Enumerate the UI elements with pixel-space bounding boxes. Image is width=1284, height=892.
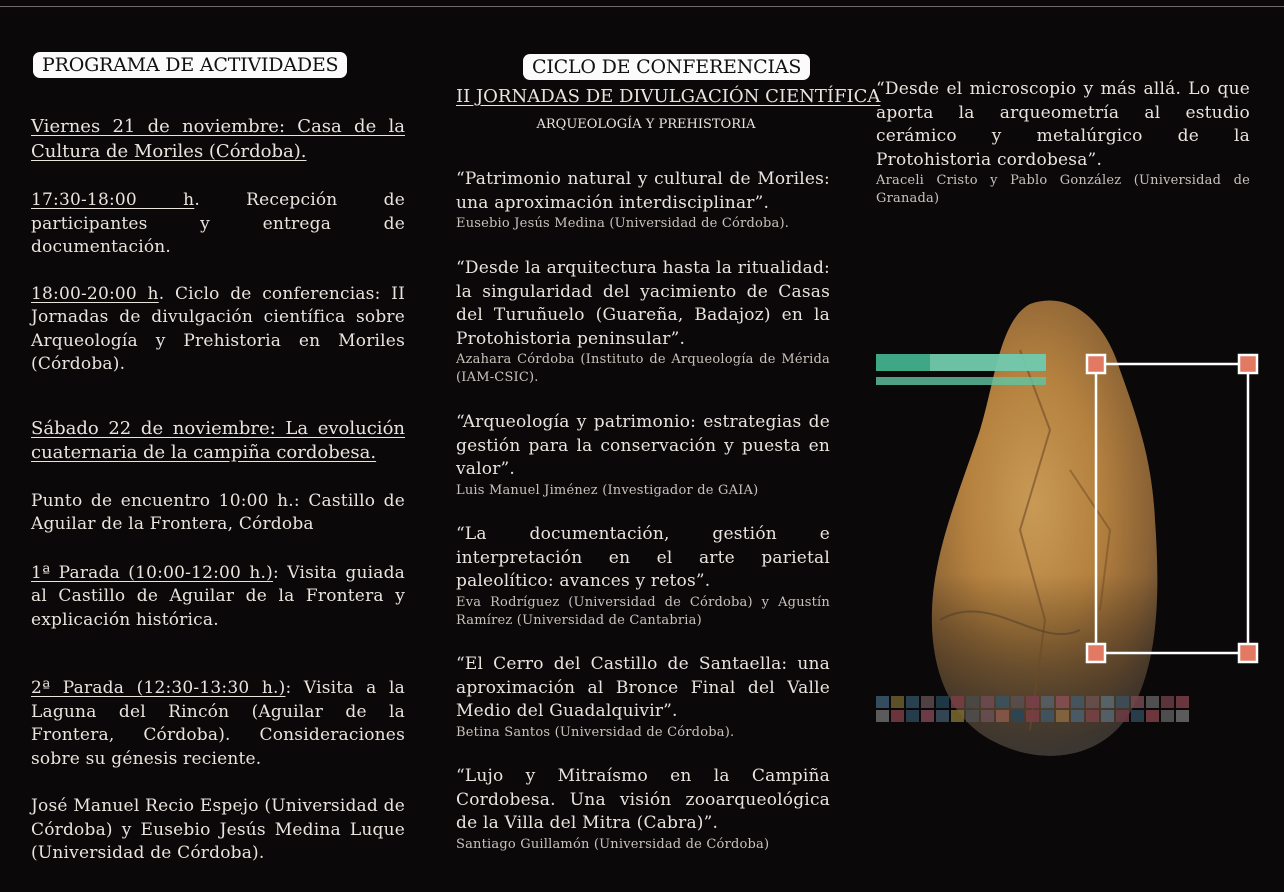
agenda-time-2: 18:00-20:00 h [31,283,159,304]
stop-2-text: : Visita a la Laguna del Rincón (Aguilar de la Frontera, Córdoba). Consideraciones sobre su génesis reciente. [31,678,405,769]
lecture-title: “Lujo y Mitraísmo en la Campiña Cordobesa. Una visión zooarqueológica de la Villa del Mitra (Cabra)”. [456,766,830,833]
lecture-title: “Patrimonio natural y cultural de Moriles: una aproximación interdisciplinar”. [456,169,830,213]
lecture-author: Azahara Córdoba (Instituto de Arqueología de Mérida (IAM-CSIC). [456,352,830,385]
lecture-title: “El Cerro del Castillo de Santaella: una aproximación al Bronce Final del Valle Medio del Guadalquivir”. [456,654,830,721]
accent-bar-light [930,354,1046,371]
lecture-author: Eva Rodríguez (Universidad de Córdoba) y Agustín Ramírez (Universidad de Cantabria) [456,594,830,628]
meeting-point: Punto de encuentro 10:00 h.: Castillo de Aguilar de la Frontera, Córdoba [31,490,405,534]
day1-heading: Viernes 21 de noviembre: Casa de la Cultura de Moriles (Córdoba). [31,116,405,162]
stop-2 [31,677,405,771]
stop-2-time: 2ª Parada (12:30-13:30 h.) [31,678,286,698]
agenda-item-2 [31,283,405,377]
agenda-time-1: 17:30-18:00 h [31,190,195,210]
lecture-3 [456,411,830,500]
top-divider [0,6,1284,7]
stop-1 [31,562,405,633]
handaxe-illustration-icon [870,290,1270,770]
lecture-author: Araceli Cristo y Pablo González (Universidad de Granada) [876,173,1250,206]
frame-handle-bottom-right [1239,644,1257,662]
lecture-2 [456,257,830,387]
lecture-title: “Desde la arquitectura hasta la ritualidad: la singularidad del yacimiento de Casas del Turuñuelo (Guareña, Badajoz) en la Protohistoria peninsular”. [456,258,830,349]
activities-pill: PROGRAMA DE ACTIVIDADES [33,52,347,78]
conferences-pill: CICLO DE CONFERENCIAS [523,54,810,80]
lecture-author: Eusebio Jesús Medina (Universidad de Córdoba). [456,216,790,231]
lecture-1 [456,168,830,233]
lecture-author: Luis Manuel Jiménez (Investigador de GAIA) [456,482,759,498]
lecture-title: “La documentación, gestión e interpretación en el arte parietal paleolítico: avances y retos”. [456,524,830,591]
lecture-4 [456,523,830,630]
guides-credit: José Manuel Recio Espejo (Universidad de Córdoba) y Eusebio Jesús Medina Luque (Universidad de Córdoba). [31,796,405,863]
lecture-title: “Arqueología y patrimonio: estrategias de gestión para la conservación y puesta en valor”. [456,412,830,479]
accent-bar-thin [876,377,1046,385]
lecture-7 [876,78,1250,208]
stop-1-time: 1ª Parada (10:00-12:00 h.) [31,562,273,583]
agenda-item-1 [31,189,405,260]
lecture-author: Betina Santos (Universidad de Córdoba). [456,724,735,740]
left-column [31,115,405,866]
stop-1-text: : Visita guiada al Castillo de Aguilar de la Frontera y explicación histórica. [31,562,405,630]
lecture-6 [456,765,830,854]
frame-handle-top-left [1087,355,1105,373]
lecture-5 [456,653,830,742]
frame-handle-top-right [1239,355,1257,373]
jornadas-title: II JORNADAS DE DIVULGACIÓN CIENTÍFICA [456,86,881,107]
lecture-author: Santiago Guillamón (Universidad de Córdoba) [456,836,770,852]
frame-handle-bottom-left [1087,644,1105,662]
agenda-text-1: . Recepción de participantes y entrega de documentación. [31,190,405,257]
lecture-title: “Desde el microscopio y más allá. Lo que aporta la arqueometría al estudio cerámico y metalúrgico de la Protohistoria cordobesa”. [876,79,1250,170]
jornadas-subtitle: ARQUEOLOGÍA Y PREHISTORIA [536,117,756,132]
agenda-text-2: . Ciclo de conferencias: II Jornadas de divulgación científica sobre Arqueología y Prehistoria en Moriles (Córdoba). [31,283,405,374]
day2-heading: Sábado 22 de noviembre: La evolución cuaternaria de la campiña cordobesa. [31,417,405,463]
